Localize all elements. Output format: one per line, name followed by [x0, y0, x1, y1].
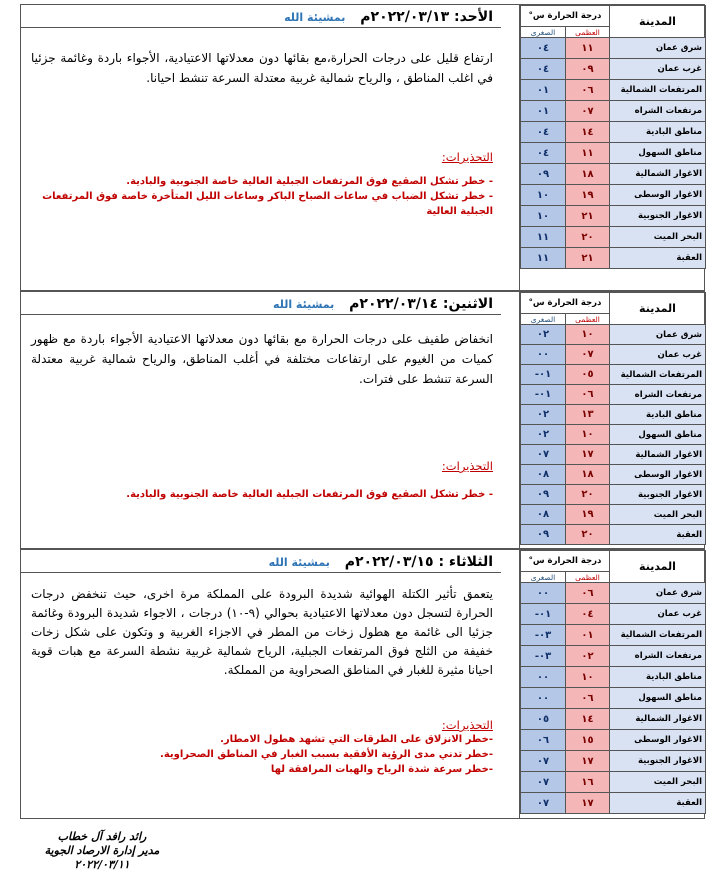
min-temp-cell: ١٠	[521, 185, 566, 206]
table-row	[521, 646, 706, 667]
min-temp-cell: ٠٩	[521, 164, 566, 185]
warning-item: -خطر الانزلاق على الطرقات التي تشهد هطول الامطار.	[220, 734, 493, 745]
city-cell: الاغوار الجنوبية	[610, 485, 706, 505]
city-cell: مرتفعات الشراه	[610, 385, 706, 405]
table-row	[521, 793, 706, 814]
city-cell: المرتفعات الشمالية	[610, 625, 706, 646]
min-temp-cell: ٠٤	[521, 122, 566, 143]
temperature-table-day-1	[519, 5, 704, 290]
city-column-header: المدينة	[610, 293, 706, 325]
min-temp-cell: ٠٩	[521, 485, 566, 505]
max-temp-cell: ٢٠	[566, 227, 610, 248]
max-temp-cell: ١٤	[566, 709, 610, 730]
temperature-table-day-3	[519, 550, 704, 818]
signature-date: ٢٠٢٢/٠٣/١١	[74, 858, 130, 871]
city-cell: المرتفعات الشمالية	[610, 80, 706, 101]
city-cell: مناطق السهول	[610, 688, 706, 709]
max-temp-cell: ١٨	[566, 164, 610, 185]
min-temp-cell: ١١	[521, 227, 566, 248]
day-date: الأحد: ٢٠٢٢/٠٣/١٣م	[360, 9, 493, 25]
min-temp-cell: ٠٥	[521, 709, 566, 730]
city-cell: غرب عمان	[610, 604, 706, 625]
table-row	[521, 425, 706, 445]
forecast-description: ارتفاع قليل على درجات الحرارة،مع بقائها دون معدلاتها الاعتيادية، الأجواء باردة وغائمة جزئيا في اغلب المناطق ، والرياح شمالية غربية معتدلة السرعة تنشط احيانا.	[31, 51, 493, 85]
city-cell: مناطق البادية	[610, 405, 706, 425]
city-cell: شرق عمان	[610, 583, 706, 604]
max-temp-cell: ١٠	[566, 667, 610, 688]
city-cell: البحر الميت	[610, 505, 706, 525]
max-temp-cell: ١٤	[566, 122, 610, 143]
city-cell: العقبة	[610, 248, 706, 269]
min-temp-cell: ٠١	[521, 80, 566, 101]
max-temp-cell: ١٩	[566, 505, 610, 525]
min-temp-cell: ٠١-	[521, 365, 566, 385]
blessing-text: بمشيئة الله	[268, 556, 330, 569]
temperature-rows	[521, 325, 706, 545]
table-row	[521, 59, 706, 80]
city-cell: مناطق السهول	[610, 143, 706, 164]
day-date: الاثنين: ٢٠٢٢/٠٣/١٤م	[349, 296, 493, 312]
min-temp-cell: ٠٠	[521, 583, 566, 604]
temperature-rows	[521, 583, 706, 814]
max-temp-cell: ١١	[566, 38, 610, 59]
city-cell: شرق عمان	[610, 38, 706, 59]
max-temp-cell: ١٧	[566, 793, 610, 814]
max-temp-cell: ٢٠	[566, 485, 610, 505]
min-column-header: الصغرى	[521, 572, 566, 583]
warnings-title: التحذيرات:	[441, 150, 493, 164]
max-temp-cell: ٢١	[566, 206, 610, 227]
min-temp-cell: ٠٣-	[521, 625, 566, 646]
temperature-header: درجة الحرارة س°	[521, 551, 610, 572]
min-temp-cell: ٠٧	[521, 793, 566, 814]
table-row	[521, 164, 706, 185]
max-temp-cell: ٠٦	[566, 385, 610, 405]
min-temp-cell: ١١	[521, 248, 566, 269]
min-temp-cell: ٠٢	[521, 405, 566, 425]
max-temp-cell: ٠٧	[566, 345, 610, 365]
min-temp-cell: ٠١	[521, 101, 566, 122]
max-temp-cell: ٠٦	[566, 80, 610, 101]
forecast-text-day-1	[21, 5, 501, 290]
forecast-description: انخفاض طفيف على درجات الحرارة مع بقائها دون معدلاتها الاعتيادية الأجواء باردة مع ظهور كميات من الغيوم على ارتفاعات مختلفة في أغلب المناطق، والرياح شمالية غربية معتدلة السرعة تنشط على فترات.	[31, 332, 493, 386]
max-temp-cell: ٠٧	[566, 101, 610, 122]
table-row	[521, 583, 706, 604]
max-temp-cell: ١٥	[566, 730, 610, 751]
city-cell: البحر الميت	[610, 772, 706, 793]
table-row	[521, 465, 706, 485]
city-cell: الاغوار الجنوبية	[610, 206, 706, 227]
max-temp-cell: ٠٦	[566, 688, 610, 709]
table-row	[521, 772, 706, 793]
min-column-header: الصغرى	[521, 27, 566, 38]
min-temp-cell: ٠٠	[521, 345, 566, 365]
table-row	[521, 325, 706, 345]
temperature-table	[520, 550, 706, 814]
table-row	[521, 122, 706, 143]
blessing-text: بمشيئة الله	[284, 11, 346, 24]
warning-item: - خطر تشكل الصقيع فوق المرتفعات الجبلية العالية خاصة الجنوبية والبادية.	[126, 489, 493, 500]
warning-item: -خطر سرعة شدة الرياح والهبات المرافقة لها	[270, 764, 493, 775]
table-row	[521, 80, 706, 101]
table-row	[521, 667, 706, 688]
min-temp-cell: ٠٤	[521, 143, 566, 164]
signer-name: رائد رافد آل خطاب	[57, 830, 147, 843]
table-row	[521, 688, 706, 709]
city-cell: مرتفعات الشراه	[610, 646, 706, 667]
max-temp-cell: ١٨	[566, 465, 610, 485]
city-cell: غرب عمان	[610, 59, 706, 80]
max-temp-cell: ١١	[566, 143, 610, 164]
table-row	[521, 206, 706, 227]
table-row	[521, 485, 706, 505]
temperature-header: درجة الحرارة س°	[521, 6, 610, 27]
temperature-table-day-2	[519, 292, 704, 548]
max-temp-cell: ٢١	[566, 248, 610, 269]
min-temp-cell: ٠٤	[521, 59, 566, 80]
temperature-table	[520, 292, 706, 545]
city-cell: الاغوار الوسطى	[610, 185, 706, 206]
city-cell: المرتفعات الشمالية	[610, 365, 706, 385]
max-temp-cell: ١٧	[566, 751, 610, 772]
city-cell: مناطق السهول	[610, 425, 706, 445]
day-title	[21, 7, 501, 28]
city-cell: شرق عمان	[610, 325, 706, 345]
max-temp-cell: ١٩	[566, 185, 610, 206]
max-temp-cell: ٢٠	[566, 525, 610, 545]
city-cell: العقبة	[610, 793, 706, 814]
table-row	[521, 38, 706, 59]
max-temp-cell: ٠١	[566, 625, 610, 646]
warnings-title: التحذيرات:	[441, 718, 493, 732]
max-temp-cell: ١٠	[566, 425, 610, 445]
min-temp-cell: ٠٤	[521, 38, 566, 59]
city-cell: الاغوار الشمالية	[610, 709, 706, 730]
city-cell: الاغوار الوسطى	[610, 465, 706, 485]
table-row	[521, 248, 706, 269]
city-column-header: المدينة	[610, 6, 706, 38]
min-temp-cell: ٠٧	[521, 445, 566, 465]
day-date: الثلاثاء : ٢٠٢٢/٠٣/١٥م	[344, 554, 493, 570]
min-temp-cell: ٠٨	[521, 465, 566, 485]
min-temp-cell: ٠٢	[521, 425, 566, 445]
city-column-header: المدينة	[610, 551, 706, 583]
temperature-table	[520, 5, 706, 269]
table-row	[521, 525, 706, 545]
min-temp-cell: ٠٧	[521, 772, 566, 793]
warnings-title: التحذيرات:	[441, 459, 493, 473]
city-cell: الاغوار الشمالية	[610, 445, 706, 465]
min-temp-cell: ١٠	[521, 206, 566, 227]
forecast-day-2	[20, 291, 705, 549]
temperature-header: درجة الحرارة س°	[521, 293, 610, 314]
forecast-description: يتعمق تأثير الكتلة الهوائية شديدة البرودة على المملكة مرة اخرى، حيث تنخفض درجات الحرارة لتسجل دون معدلاتها الاعتيادية بحوالي (٩-١٠) درجات ، الاجواء شديدة البرودة وغائمة جزئيا الى غائمة مع هطول زخات من المطر في الاجزاء الغربية و وتكون على شكل زخات خفيفة من الثلج فوق المرتفعات الجبلية، الرياح شمالية غربية نشطة السرعة مع هبات قوية احيانا مثيرة للغبار في المناطق الصحراوية من المملكة.	[31, 587, 493, 677]
forecast-day-3	[20, 549, 705, 819]
warning-item: - خطر تشكل الضباب في ساعات الصباح الباكر وساعات الليل المتأخرة خاصة فوق المرتفعات الجبلية العالية	[42, 191, 493, 217]
max-column-header: العظمى	[566, 314, 610, 325]
max-temp-cell: ١٧	[566, 445, 610, 465]
table-row	[521, 730, 706, 751]
warning-item: -خطر تدني مدى الرؤية الأفقية بسبب الغبار في المناطق الصحراوية.	[160, 749, 493, 760]
city-cell: العقبة	[610, 525, 706, 545]
max-temp-cell: ١٦	[566, 772, 610, 793]
city-cell: مناطق البادية	[610, 667, 706, 688]
min-column-header: الصغرى	[521, 314, 566, 325]
min-temp-cell: ٠٠	[521, 667, 566, 688]
table-row	[521, 143, 706, 164]
min-temp-cell: ٠٠	[521, 688, 566, 709]
max-column-header: العظمى	[566, 572, 610, 583]
table-row	[521, 709, 706, 730]
forecast-text-day-2	[21, 292, 501, 548]
min-temp-cell: ٠٢	[521, 325, 566, 345]
table-row	[521, 445, 706, 465]
table-row	[521, 751, 706, 772]
forecast-text-day-3	[21, 550, 501, 818]
temperature-rows	[521, 38, 706, 269]
table-row	[521, 385, 706, 405]
max-temp-cell: ٠٦	[566, 583, 610, 604]
day-title	[21, 552, 501, 573]
table-row	[521, 365, 706, 385]
day-title	[21, 294, 501, 315]
city-cell: الاغوار الوسطى	[610, 730, 706, 751]
city-cell: الاغوار الشمالية	[610, 164, 706, 185]
city-cell: مناطق البادية	[610, 122, 706, 143]
max-temp-cell: ١٠	[566, 325, 610, 345]
min-temp-cell: ٠٧	[521, 751, 566, 772]
table-row	[521, 405, 706, 425]
min-temp-cell: ٠١-	[521, 385, 566, 405]
table-row	[521, 185, 706, 206]
max-temp-cell: ٠٥	[566, 365, 610, 385]
table-row	[521, 604, 706, 625]
table-row	[521, 227, 706, 248]
max-column-header: العظمى	[566, 27, 610, 38]
city-cell: الاغوار الجنوبية	[610, 751, 706, 772]
max-temp-cell: ٠٢	[566, 646, 610, 667]
blessing-text: بمشيئة الله	[273, 298, 335, 311]
city-cell: غرب عمان	[610, 345, 706, 365]
signature-block	[32, 830, 172, 872]
table-row	[521, 101, 706, 122]
max-temp-cell: ٠٤	[566, 604, 610, 625]
min-temp-cell: ٠٣-	[521, 646, 566, 667]
min-temp-cell: ٠٦	[521, 730, 566, 751]
max-temp-cell: ٠٩	[566, 59, 610, 80]
city-cell: البحر الميت	[610, 227, 706, 248]
min-temp-cell: ٠١-	[521, 604, 566, 625]
city-cell: مرتفعات الشراه	[610, 101, 706, 122]
table-row	[521, 625, 706, 646]
max-temp-cell: ١٣	[566, 405, 610, 425]
signer-position: مدير إدارة الارصاد الجوية	[44, 844, 160, 857]
forecast-day-1	[20, 4, 705, 291]
warning-item: - خطر تشكل الصقيع فوق المرتفعات الجبلية العالية خاصة الجنوبية والبادية.	[126, 176, 493, 187]
table-row	[521, 345, 706, 365]
min-temp-cell: ٠٨	[521, 505, 566, 525]
min-temp-cell: ٠٩	[521, 525, 566, 545]
table-row	[521, 505, 706, 525]
